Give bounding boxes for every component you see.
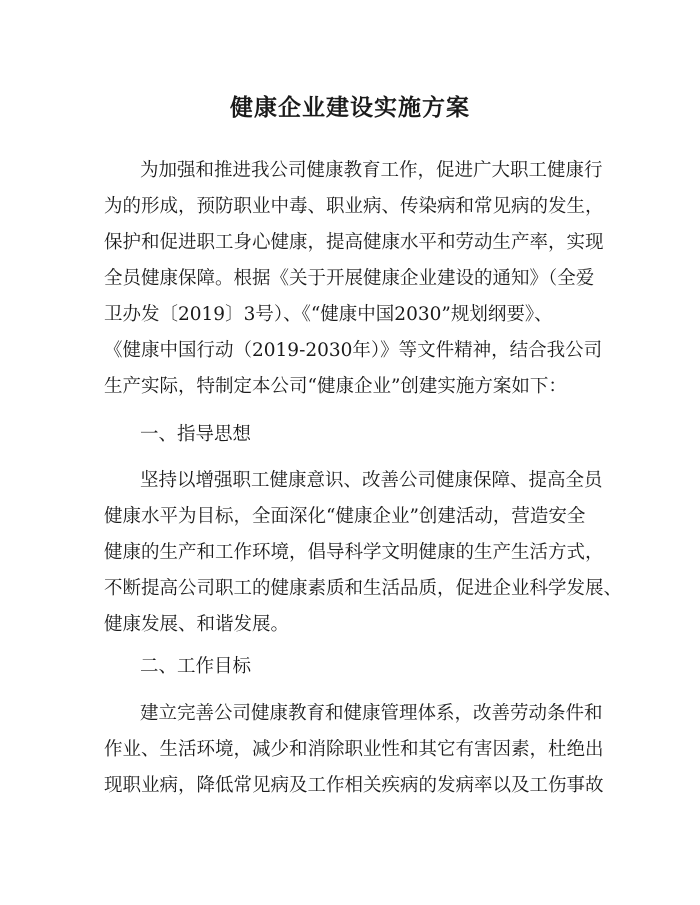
intro-line: 全员健康保障。根据《关于开展健康企业建设的通知》（全爱 [104,268,595,289]
section2-line: 作业、生活环境，减少和消除职业性和其它有害因素，杜绝出 [104,739,604,760]
intro-line: 生产实际，特制定本公司“健康企业”创建实施方案如下： [104,376,567,397]
intro-line: 保护和促进职工身心健康，提高健康水平和劳动生产率，实现 [104,232,604,253]
section1-line: 健康水平为目标，全面深化“健康企业”创建活动，营造安全 [104,506,586,527]
section2-line: 建立完善公司健康教育和健康管理体系，改善劳动条件和 [140,703,603,724]
intro-line: 为的形成，预防职业中毒、职业病、传染病和常见病的发生， [104,196,604,217]
section1-line: 健康的生产和工作环境，倡导科学文明健康的生产生活方式， [104,542,604,563]
section1-line: 坚持以增强职工健康意识、改善公司健康保障、提高全员 [140,470,603,491]
document-title: 健康企业建设实施方案 [230,94,470,121]
intro-line: 《健康中国行动（2019-2030年）》等文件精神，结合我公司 [104,340,603,361]
section2-line: 现职业病，降低常见病及工作相关疾病的发病率以及工伤事故 [104,775,604,796]
section1-line: 不断提高公司职工的健康素质和生活品质，促进企业科学发展、 [104,578,623,599]
intro-line: 卫办发〔2019〕3号）、《“健康中国2030”规划纲要》、 [104,304,553,325]
section-heading: 一、指导思想 [140,424,252,445]
intro-line: 为加强和推进我公司健康教育工作，促进广大职工健康行 [140,160,603,181]
section-heading: 二、工作目标 [140,656,252,677]
section1-line: 健康发展、和谐发展。 [104,614,290,635]
